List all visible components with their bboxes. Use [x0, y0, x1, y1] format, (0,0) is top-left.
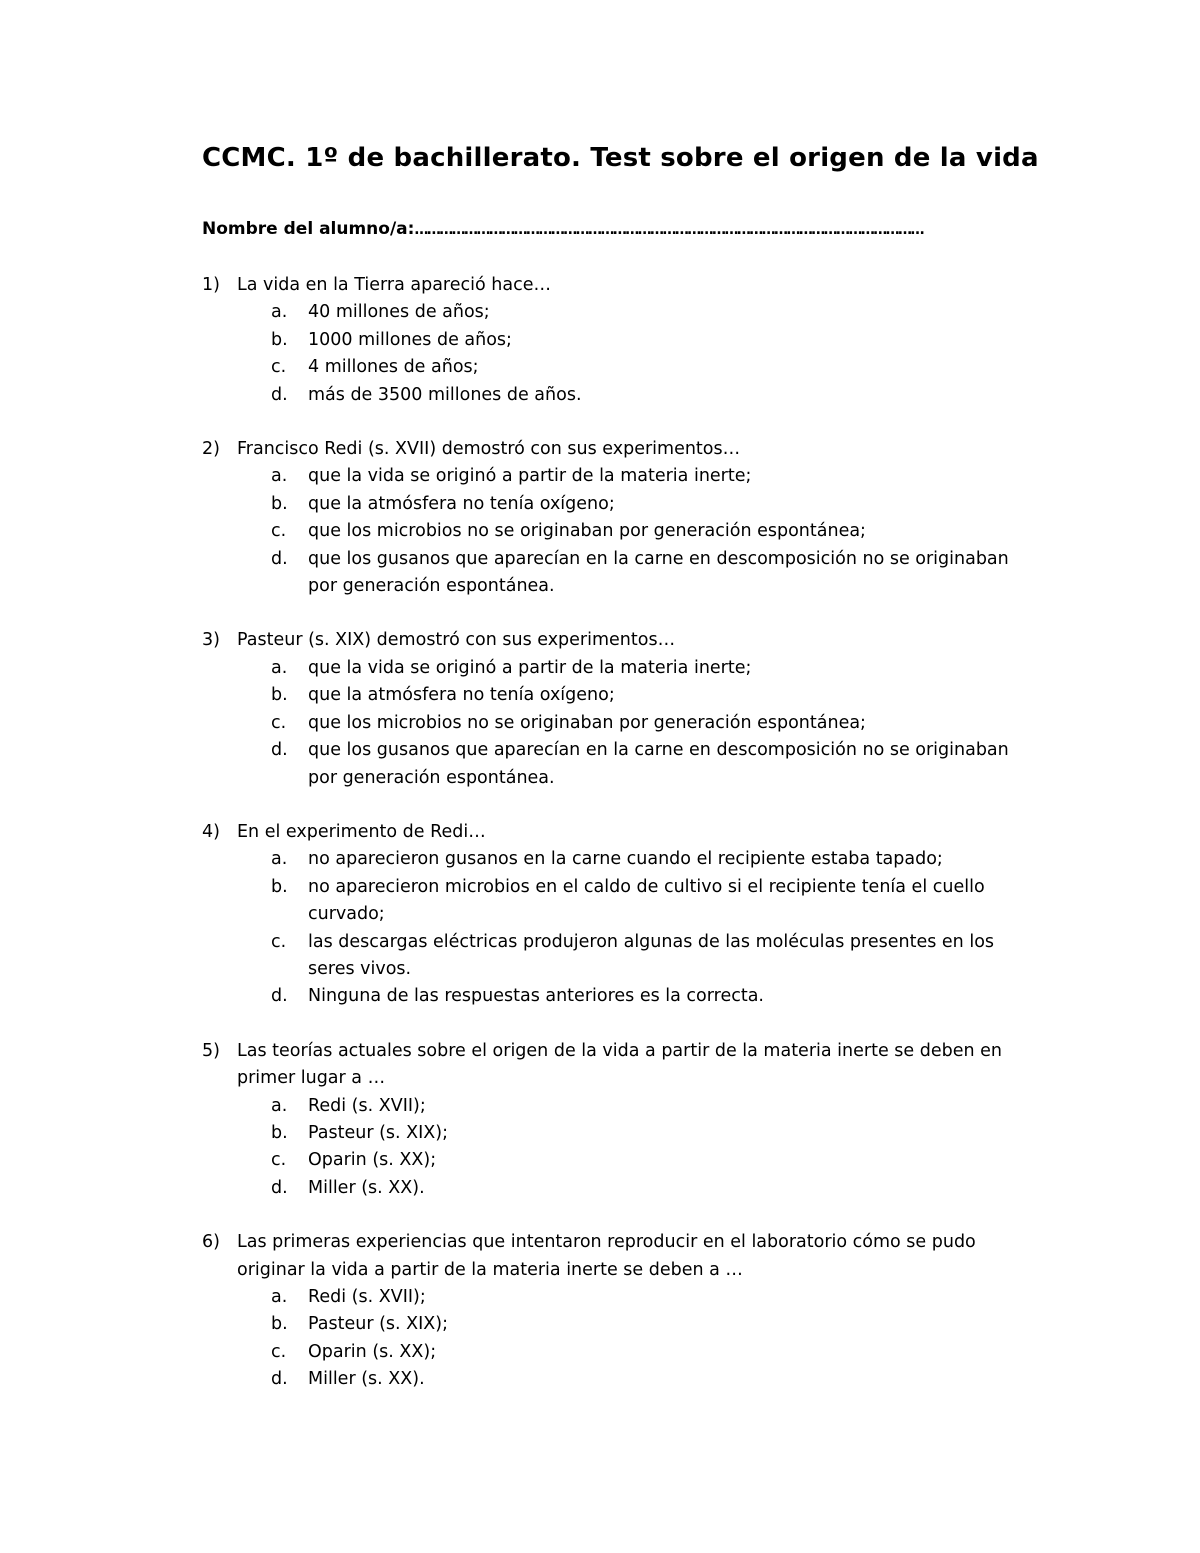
option-letter: b.: [271, 1122, 288, 1143]
option-item: [202, 1120, 1042, 1147]
option-letter: b.: [271, 1314, 288, 1335]
option-letter: c.: [271, 357, 287, 378]
question-1: [202, 272, 1042, 409]
option-item: [202, 354, 1042, 381]
question-list: [202, 272, 1042, 1421]
option-list: [202, 299, 1042, 409]
option-text: 4 millones de años;: [308, 357, 479, 378]
option-text: que los microbios no se originaban por generación espontánea;: [308, 521, 866, 542]
option-item: [202, 682, 1042, 709]
option-text: Redi (s. XVII);: [308, 1095, 426, 1116]
question-6: [202, 1229, 1042, 1393]
option-letter: b.: [271, 685, 288, 706]
option-letter: c.: [271, 712, 287, 733]
question-2: [202, 436, 1042, 600]
option-text: Ninguna de las respuestas anteriores es la correcta.: [308, 986, 764, 1007]
option-item: [202, 737, 1042, 792]
option-item: [202, 655, 1042, 682]
option-letter: b.: [271, 493, 288, 514]
option-text: que los gusanos que aparecían en la carne en descomposición no se originaban por generación espontánea.: [308, 740, 1009, 788]
option-text: no aparecieron microbios en el caldo de cultivo si el recipiente tenía el cuello curvado;: [308, 876, 985, 925]
option-item: [202, 327, 1042, 354]
option-text: que los gusanos que aparecían en la carne en descomposición no se originaban por generación espontánea.: [308, 548, 1009, 597]
option-letter: c.: [271, 931, 287, 952]
option-letter: b.: [271, 876, 288, 897]
question-text: Las primeras experiencias que intentaron reproducir en el laboratorio cómo se pudo originar la vida a partir de la materia inerte se deben a …: [237, 1232, 976, 1280]
option-letter: d.: [271, 740, 288, 761]
option-letter: d.: [271, 1369, 288, 1390]
student-name-label: Nombre del alumno/a:: [202, 219, 415, 239]
option-text: Miller (s. XX).: [308, 1177, 425, 1198]
option-text: que la vida se originó a partir de la materia inerte;: [308, 657, 752, 678]
question-4: [202, 819, 1042, 1011]
option-item: [202, 382, 1042, 409]
option-item: [202, 1284, 1042, 1311]
option-item: [202, 1093, 1042, 1120]
option-text: que los microbios no se originaban por generación espontánea;: [308, 712, 866, 733]
option-letter: a.: [271, 466, 288, 487]
option-item: [202, 546, 1042, 601]
option-letter: a.: [271, 1095, 288, 1116]
option-item: [202, 1366, 1042, 1393]
option-item: [202, 1311, 1042, 1338]
student-name-blank: ……………………………………………………………………………………………………………: [414, 222, 923, 238]
option-text: Oparin (s. XX);: [308, 1341, 437, 1362]
option-letter: d.: [271, 384, 288, 405]
option-item: [202, 710, 1042, 737]
option-item: [202, 983, 1042, 1010]
option-item: [202, 846, 1042, 873]
option-text: que la atmósfera no tenía oxígeno;: [308, 685, 615, 706]
option-item: [202, 1175, 1042, 1202]
question-text: En el experimento de Redi…: [237, 821, 486, 842]
option-item: [202, 1339, 1042, 1366]
student-name-line: [202, 219, 923, 239]
question-text: Pasteur (s. XIX) demostró con sus experimentos…: [237, 630, 676, 651]
option-letter: a.: [271, 1287, 288, 1307]
option-text: 40 millones de años;: [308, 302, 490, 323]
option-letter: a.: [271, 302, 288, 323]
option-item: [202, 518, 1042, 545]
question-5: [202, 1038, 1042, 1202]
option-item: [202, 463, 1042, 490]
option-text: las descargas eléctricas produjeron algunas de las moléculas presentes en los seres vivos.: [308, 931, 995, 979]
option-list: [202, 846, 1042, 1010]
option-text: Oparin (s. XX);: [308, 1150, 437, 1171]
option-text: 1000 millones de años;: [308, 329, 512, 350]
question-3: [202, 627, 1042, 791]
option-text: Miller (s. XX).: [308, 1369, 425, 1390]
option-letter: d.: [271, 1177, 288, 1198]
option-text: Pasteur (s. XIX);: [308, 1122, 449, 1143]
question-number: 4): [202, 821, 220, 842]
option-text: más de 3500 millones de años.: [308, 384, 582, 405]
option-item: [202, 299, 1042, 326]
question-number: 1): [202, 275, 220, 295]
option-list: [202, 1093, 1042, 1203]
option-item: [202, 929, 1042, 984]
option-item: [202, 1147, 1042, 1174]
question-text: La vida en la Tierra apareció hace…: [237, 275, 551, 295]
question-number: 5): [202, 1040, 220, 1061]
option-letter: a.: [271, 657, 288, 678]
option-list: [202, 1284, 1042, 1394]
option-letter: a.: [271, 849, 288, 870]
question-number: 6): [202, 1232, 220, 1253]
option-letter: b.: [271, 329, 288, 350]
option-item: [202, 874, 1042, 929]
option-text: no aparecieron gusanos en la carne cuando el recipiente estaba tapado;: [308, 849, 943, 870]
option-text: que la vida se originó a partir de la materia inerte;: [308, 466, 752, 487]
option-list: [202, 655, 1042, 792]
option-letter: c.: [271, 1150, 287, 1171]
option-text: Redi (s. XVII);: [308, 1287, 426, 1307]
question-text: Francisco Redi (s. XVII) demostró con sus experimentos…: [237, 439, 741, 460]
option-letter: d.: [271, 986, 288, 1007]
option-letter: d.: [271, 548, 288, 569]
option-text: que la atmósfera no tenía oxígeno;: [308, 493, 615, 514]
option-list: [202, 463, 1042, 600]
question-number: 3): [202, 630, 220, 651]
option-letter: c.: [271, 521, 287, 542]
question-number: 2): [202, 439, 220, 460]
option-item: [202, 491, 1042, 518]
question-text: Las teorías actuales sobre el origen de la vida a partir de la materia inerte se deben en primer lugar a …: [237, 1040, 1002, 1089]
option-text: Pasteur (s. XIX);: [308, 1314, 449, 1335]
option-letter: c.: [271, 1341, 287, 1362]
page-title: CCMC. 1º de bachillerato. Test sobre el origen de la vida: [202, 143, 1039, 173]
